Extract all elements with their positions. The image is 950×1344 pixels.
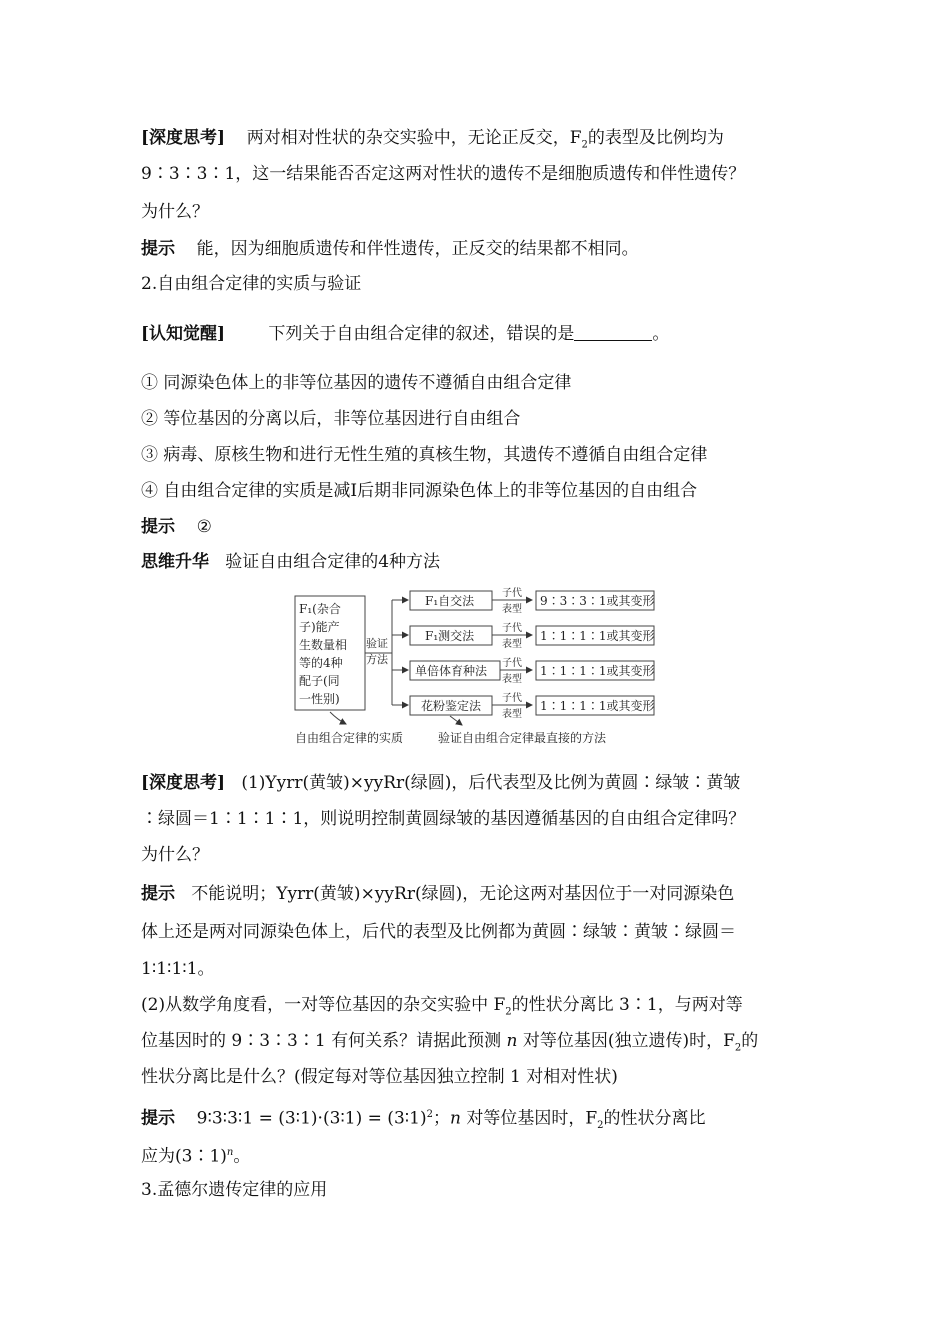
result-1: 9∶3∶3∶1或其变形 (540, 594, 655, 608)
left-box-line: F₁(杂合 (299, 602, 341, 616)
offspring-label: 子代 (502, 588, 522, 599)
question-2-line2: 位基因时的 9∶3∶3∶1 有何关系？请据此预测 n 对等位基因(独立遗传)时，$F_2$的 (141, 1031, 759, 1054)
offspring-label: 子代 (502, 658, 522, 669)
method-pollen: 花粉鉴定法 (421, 699, 482, 713)
hint-4-line2: 应为(3∶1)$^n$。 (141, 1146, 251, 1167)
offspring-label: 子代 (502, 623, 522, 634)
cognition-line: [认知觉醒] 下列关于自由组合定律的叙述，错误的是 。 (141, 324, 670, 344)
statement-2: ② 等位基因的分离以后，非等位基因进行自由组合 (141, 409, 521, 429)
section-heading-3: 3.孟德尔遗传定律的应用 (141, 1180, 328, 1200)
question-2-line1: (2)从数学角度看，一对等位基因的杂交实验中 $F_2$的性状分离比 3∶1，与两对等 (141, 995, 743, 1018)
verification-diagram (290, 584, 670, 750)
offspring-label: 表型 (502, 639, 522, 650)
caption-essence: 自由组合定律的实质 (295, 731, 404, 745)
offspring-label: 表型 (502, 709, 522, 720)
offspring-label: 表型 (502, 604, 522, 615)
offspring-arrows (492, 600, 532, 705)
left-box-line: 生数量相 (299, 638, 348, 652)
result-3: 1∶1∶1∶1或其变形 (540, 664, 655, 678)
deep-thinking-1-line2: 9∶3∶3∶1，这一结果能否否定这两对性状的遗传不是细胞质遗传和伴性遗传？ (141, 164, 746, 184)
offspring-label: 子代 (502, 693, 522, 704)
deep-thinking-2-line2: ∶绿圆＝1∶1∶1∶1，则说明控制黄圆绿皱的基因遵循基因的自由组合定律吗？ (141, 809, 746, 829)
hint-2: 提示 ② (141, 517, 212, 537)
result-2: 1∶1∶1∶1或其变形 (540, 629, 655, 643)
hint-label: 提示 (141, 239, 175, 259)
question-2-line3: 性状分离比是什么？(假定每对等位基因独立控制 1 对相对性状) (141, 1067, 618, 1087)
deep-thinking-tag: [深度思考] (141, 128, 226, 148)
left-box-line: 等的4种 (299, 656, 343, 670)
left-box-line: 子)能产 (299, 620, 340, 634)
offspring-label: 表型 (502, 674, 522, 685)
left-box-line: 一性别) (299, 692, 340, 706)
verify-method-label: 验证 (366, 637, 388, 650)
statement-3: ③ 病毒、原核生物和进行无性生殖的真核生物，其遗传不遵循自由组合定律 (141, 445, 708, 465)
method-f1-test: F₁测交法 (425, 629, 475, 643)
statement-4: ④ 自由组合定律的实质是减Ⅰ后期非同源染色体上的非等位基因的自由组合 (141, 481, 698, 501)
cognition-tag: [认知觉醒] (141, 324, 226, 344)
method-f1-self: F₁自交法 (425, 594, 475, 608)
result-4: 1∶1∶1∶1或其变形 (540, 699, 655, 713)
hint-3-line1: 提示 不能说明；Yyrr(黄皱)×yyRr(绿圆)，无论这两对基因位于一对同源染色 (141, 884, 735, 904)
deep-thinking-2-line3: 为什么？ (141, 845, 209, 865)
hint-3-line3: 1∶1∶1∶1。 (141, 959, 215, 979)
deep-thinking-1-line1: [深度思考] 两对相对性状的杂交实验中，无论正反交，$F_2$的表型及比例均为 (141, 128, 724, 151)
statement-1: ① 同源染色体上的非等位基因的遗传不遵循自由组合定律 (141, 373, 572, 393)
section-heading-2: 2.自由组合定律的实质与验证 (141, 274, 362, 294)
hint-1: 提示 能，因为细胞质遗传和伴性遗传，正反交的结果都不相同。 (141, 239, 639, 259)
hint-4-line1: 提示 9∶3∶3∶1 = (3∶1)·(3∶1) = (3∶1)$^2$；n 对等位基因时，$F_2$的性状分离比 (141, 1108, 706, 1132)
answer-blank (574, 324, 652, 341)
thinking-upgrade: 思维升华 验证自由组合定律的4种方法 (141, 552, 441, 572)
method-haploid: 单倍体育种法 (415, 664, 488, 678)
hint-3-line2: 体上还是两对同源染色体上，后代的表型及比例都为黄圆∶绿皱∶黄皱∶绿圆＝ (141, 922, 736, 942)
left-box-line: 配子(同 (299, 674, 340, 688)
deep-thinking-1-line3: 为什么？ (141, 202, 209, 222)
deep-thinking-2-line1: [深度思考] (1)Yyrr(黄皱)×yyRr(绿圆)，后代表型及比例为黄圆∶绿皱∶黄皱 (141, 773, 741, 793)
caption-direct-method: 验证自由组合定律最直接的方法 (438, 731, 607, 745)
verify-method-label: 方法 (366, 653, 388, 666)
